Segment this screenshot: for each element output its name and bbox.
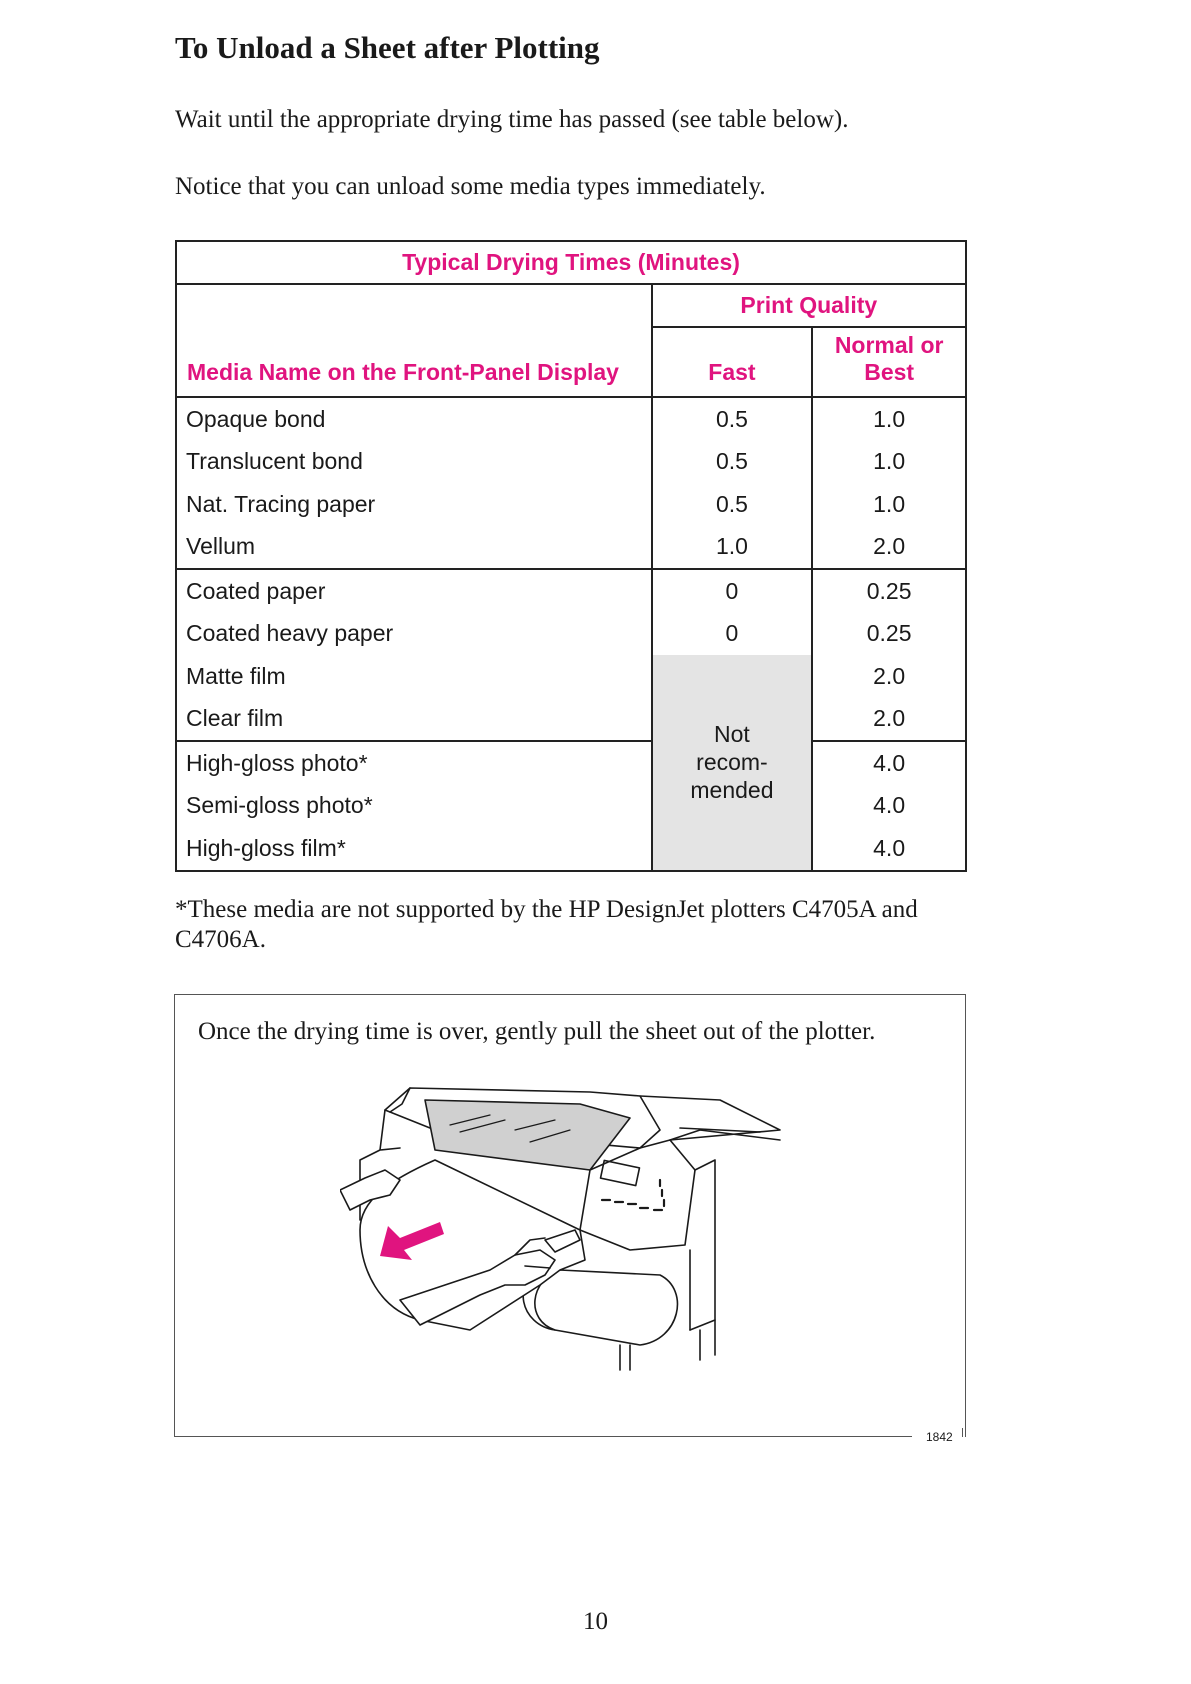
fast-time: 0.5	[652, 441, 813, 484]
media-name: Coated heavy paper	[176, 613, 652, 656]
not-recommended-line2: recom-	[696, 749, 768, 776]
fast-time: 0	[652, 569, 813, 613]
media-name: High-gloss film*	[176, 827, 652, 871]
column-header-fast: Fast	[652, 327, 813, 397]
best-time: 2.0	[812, 526, 966, 570]
page-number: 10	[583, 1608, 608, 1635]
fast-time: 1.0	[652, 526, 813, 570]
table-row	[176, 785, 966, 828]
best-time: 1.0	[812, 441, 966, 484]
table-row	[176, 483, 966, 526]
table-caption: Typical Drying Times (Minutes)	[176, 241, 966, 284]
table-row	[176, 655, 966, 698]
not-recommended-cell	[652, 655, 813, 871]
best-time: 2.0	[812, 698, 966, 742]
plotter-unload-illustration	[340, 1070, 810, 1390]
best-time: 0.25	[812, 569, 966, 613]
table-row	[176, 526, 966, 570]
best-time: 1.0	[812, 483, 966, 526]
best-time: 4.0	[812, 785, 966, 828]
best-time: 2.0	[812, 655, 966, 698]
print-quality-header: Print Quality	[652, 284, 966, 327]
best-time: 0.25	[812, 613, 966, 656]
front-panel-display	[601, 1160, 640, 1185]
media-name: Vellum	[176, 526, 652, 570]
best-time: 1.0	[812, 397, 966, 441]
table-row	[176, 698, 966, 742]
not-recommended-line3: mended	[690, 777, 774, 804]
table-row	[176, 613, 966, 656]
column-header-best-line1: Normal or	[834, 332, 944, 358]
media-name: Nat. Tracing paper	[176, 483, 652, 526]
not-recommended-line1: Not	[714, 721, 750, 748]
fast-time: 0.5	[652, 483, 813, 526]
media-name: Clear film	[176, 698, 652, 742]
figure-box-corner-tick	[962, 1428, 963, 1437]
media-name: Semi-gloss photo*	[176, 785, 652, 828]
media-name: Opaque bond	[176, 397, 652, 441]
table-row	[176, 441, 966, 484]
paper-roll	[535, 1270, 678, 1345]
instruction-paragraph: Wait until the appropriate drying time has passed (see table below).	[175, 106, 849, 133]
fast-time: 0	[652, 613, 813, 656]
column-header-best	[812, 327, 966, 397]
fast-time: 0.5	[652, 397, 813, 441]
table-row	[176, 741, 966, 785]
media-name: Matte film	[176, 655, 652, 698]
best-time: 4.0	[812, 827, 966, 871]
media-name: Coated paper	[176, 569, 652, 613]
column-header-media: Media Name on the Front-Panel Display	[176, 284, 652, 397]
plotter-window	[425, 1100, 630, 1170]
footnote: *These media are not supported by the HP DesignJet plotters C4705A and C4706A.	[175, 896, 918, 953]
drying-times-table	[175, 240, 967, 872]
figure-number: 1842	[926, 1430, 953, 1444]
figure-box-bottom-rule	[174, 1436, 912, 1437]
table-row	[176, 397, 966, 441]
notice-paragraph: Notice that you can unload some media types immediately.	[175, 173, 766, 200]
table-row	[176, 827, 966, 871]
page-heading: To Unload a Sheet after Plotting	[175, 30, 600, 65]
media-name: Translucent bond	[176, 441, 652, 484]
media-name: High-gloss photo*	[176, 741, 652, 785]
table-row	[176, 569, 966, 613]
best-time: 4.0	[812, 741, 966, 785]
column-header-best-line2: Best	[864, 359, 915, 385]
figure-instruction: Once the drying time is over, gently pull the sheet out of the plotter.	[198, 1018, 876, 1045]
